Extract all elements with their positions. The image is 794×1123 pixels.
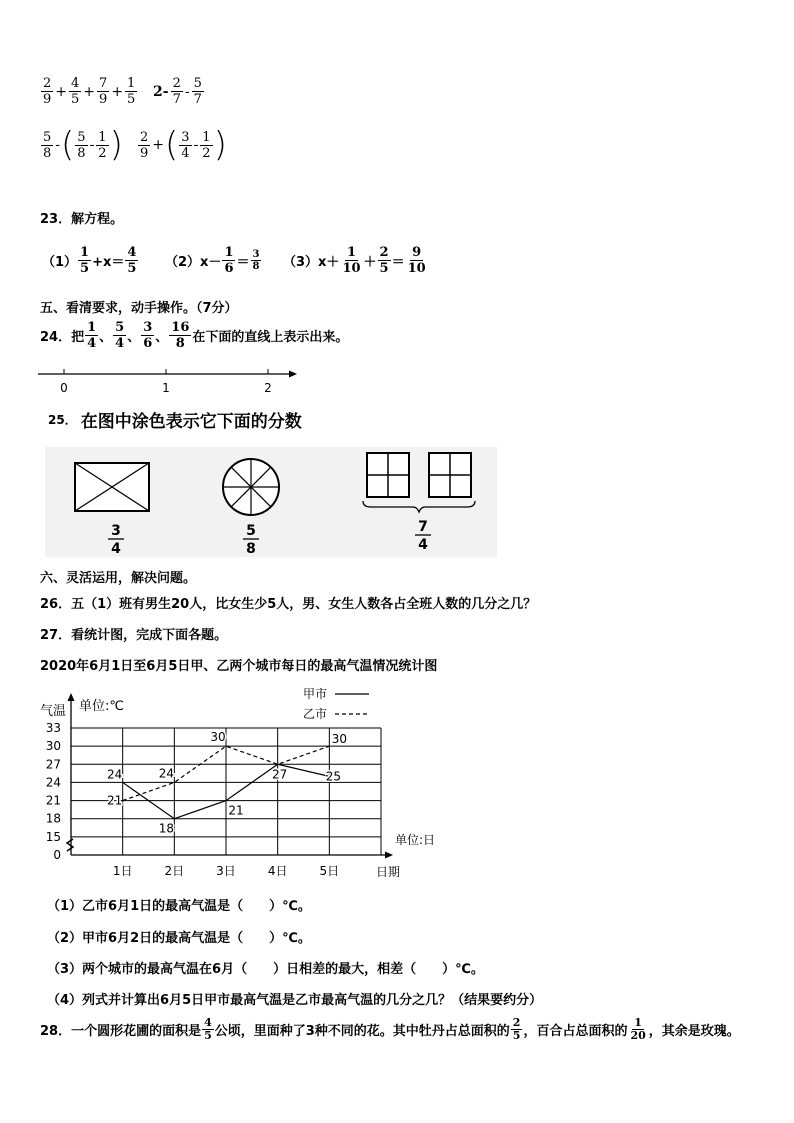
axis-break-mark xyxy=(67,839,73,851)
legend-label-yi: 乙市 xyxy=(303,707,328,721)
data-label-yi: 24 xyxy=(158,766,174,781)
x-axis-label: 日期 xyxy=(376,865,401,879)
q24-text: 24．把 $\frac{1}{4}$ 、 $\frac{5}{4}$ 、 $\frac{3}{6}$ 、 $\frac{16}{8}$ 在下面的直线上表示出来。 xyxy=(40,320,349,351)
x-axis-unit: 单位:日 xyxy=(395,833,436,847)
y-tick-label: 15 xyxy=(45,829,61,844)
x-tick-label: 3日 xyxy=(216,864,236,878)
q27-item-4: （4）列式并计算出6月5日甲市最高气温是乙市最高气温的几分之几？（结果要约分） xyxy=(47,993,543,1008)
data-label-jia: 27 xyxy=(272,767,288,782)
data-label-yi: 30 xyxy=(210,730,226,745)
y-tick-label: 24 xyxy=(45,775,61,790)
number-line xyxy=(35,366,305,396)
calc-expression-1: $\frac{2}{9}$ + $\frac{4}{5}$ + $\frac{7}{9}$ + $\frac{1}{5}$ xyxy=(43,76,136,107)
x-tick-label: 1日 xyxy=(112,864,133,878)
q27-item-2: （2）甲市6月2日的最高气温是（ ）℃。 xyxy=(47,931,311,946)
data-label-jia: 25 xyxy=(325,769,341,784)
fraction: $\frac{5}{8}$ xyxy=(77,129,86,161)
q26-text: 26．五（1）班有男生20人，比女生少5人，男、女生人数各占全班人数的几分之几？ xyxy=(40,597,537,612)
q25-heading: 25． 在图中涂色表示它下面的分数 xyxy=(48,412,302,432)
section-6-heading: 六、灵活运用，解决问题。 xyxy=(40,571,197,586)
fraction: $\frac{5}{8}$ xyxy=(43,129,52,161)
data-label-jia: 24 xyxy=(107,767,123,782)
fraction-denominator: 4 xyxy=(111,541,121,557)
data-label-jia: 21 xyxy=(228,803,244,818)
x-tick-label: 5日 xyxy=(319,864,340,878)
y-axis-arrow xyxy=(68,693,75,701)
y-tick-label: 33 xyxy=(45,721,61,735)
fraction: $\frac{1}{2}$ xyxy=(98,129,107,161)
y-tick-label: 30 xyxy=(45,739,61,754)
calc-expression-2: 2- $\frac{2}{7}$ - $\frac{5}{7}$ xyxy=(153,76,202,107)
x-axis-arrow xyxy=(385,852,393,859)
fraction: $\frac{1}{5}$ xyxy=(127,76,136,107)
y-axis-label: 气温 xyxy=(40,704,67,719)
fraction: $\frac{2}{9}$ xyxy=(43,76,52,107)
y-tick-label: 18 xyxy=(45,811,61,826)
fraction: $\frac{2}{9}$ xyxy=(140,129,149,161)
fraction-denominator: 8 xyxy=(246,541,256,557)
data-label-jia: 18 xyxy=(158,821,174,836)
q23-title: 23．解方程。 xyxy=(40,212,124,227)
fraction: $\frac{7}{9}$ xyxy=(99,76,108,107)
q27-text: 27．看统计图，完成下面各题。 xyxy=(40,628,228,643)
x-tick-label: 4日 xyxy=(267,864,288,878)
right-paren: ) xyxy=(213,125,227,165)
left-paren: ( xyxy=(61,125,75,165)
fraction: $\frac{1}{2}$ xyxy=(202,129,211,161)
q28-text: 28．一个圆形花圃的面积是 $\frac{4}{5}$ 公顷，里面种了3种不同的花。其中牡丹占总面积的 $\frac{2}{5}$ ，百合占总面积的 $\frac{1}{20}$ ，其余是玫瑰。 xyxy=(40,1016,740,1042)
left-paren: ( xyxy=(165,125,179,165)
y-tick-label: 21 xyxy=(45,793,61,808)
number-line-label: 2 xyxy=(264,381,272,395)
brace xyxy=(363,501,475,512)
q27-item-1: （1）乙市6月1日的最高气温是（ ）℃。 xyxy=(47,899,311,914)
calc-expression-4: $\frac{2}{9}$ + ( $\frac{3}{4}$ - $\frac{1}{2}$ ) xyxy=(140,125,227,165)
temperature-line-chart xyxy=(35,685,455,885)
fraction-numerator: 7 xyxy=(418,519,428,535)
y-tick-label: 0 xyxy=(53,848,61,862)
q25-shapes xyxy=(45,447,497,557)
y-axis-unit: 单位:℃ xyxy=(79,699,124,714)
q23-equation-3: （3） x＋ $\frac{1}{10}$ ＋ $\frac{2}{5}$ ＝ $\frac{9}{10}$ xyxy=(283,245,426,276)
fraction-numerator: 3 xyxy=(111,523,121,539)
section-5-heading: 五、看清要求，动手操作。（7分） xyxy=(40,301,238,316)
q27-item-3: （3）两个城市的最高气温在6月（ ）日相差的最大，相差（ ）℃。 xyxy=(47,962,484,977)
number-line-label: 1 xyxy=(162,381,170,395)
number-line-label: 0 xyxy=(60,381,68,395)
data-label-yi: 21 xyxy=(107,793,123,808)
legend-label-jia: 甲市 xyxy=(303,687,328,701)
q23-equation-2: （2） x－ $\frac{1}{6}$ ＝ $\frac{3}{8}$ xyxy=(165,245,260,276)
x-tick-label: 2日 xyxy=(164,864,185,878)
fraction: $\frac{4}{5}$ xyxy=(71,76,80,107)
data-label-yi: 30 xyxy=(331,732,347,747)
fraction-denominator: 4 xyxy=(418,537,428,553)
number-line-arrow xyxy=(289,371,297,378)
right-paren: ) xyxy=(109,125,123,165)
fraction-numerator: 5 xyxy=(246,523,256,539)
fraction: $\frac{5}{7}$ xyxy=(193,76,202,107)
y-tick-label: 27 xyxy=(45,757,61,772)
fraction: $\frac{2}{7}$ xyxy=(172,76,181,107)
q23-equation-1: （1） $\frac{1}{5}$ +x＝ $\frac{4}{5}$ xyxy=(42,245,137,276)
calc-expression-3: $\frac{5}{8}$ - ( $\frac{5}{8}$ - $\frac{1}{2}$ ) xyxy=(43,125,123,165)
chart-title: 2020年6月1日至6月5日甲、乙两个城市每日的最高气温情况统计图 xyxy=(40,659,438,674)
fraction: $\frac{3}{4}$ xyxy=(181,129,190,161)
